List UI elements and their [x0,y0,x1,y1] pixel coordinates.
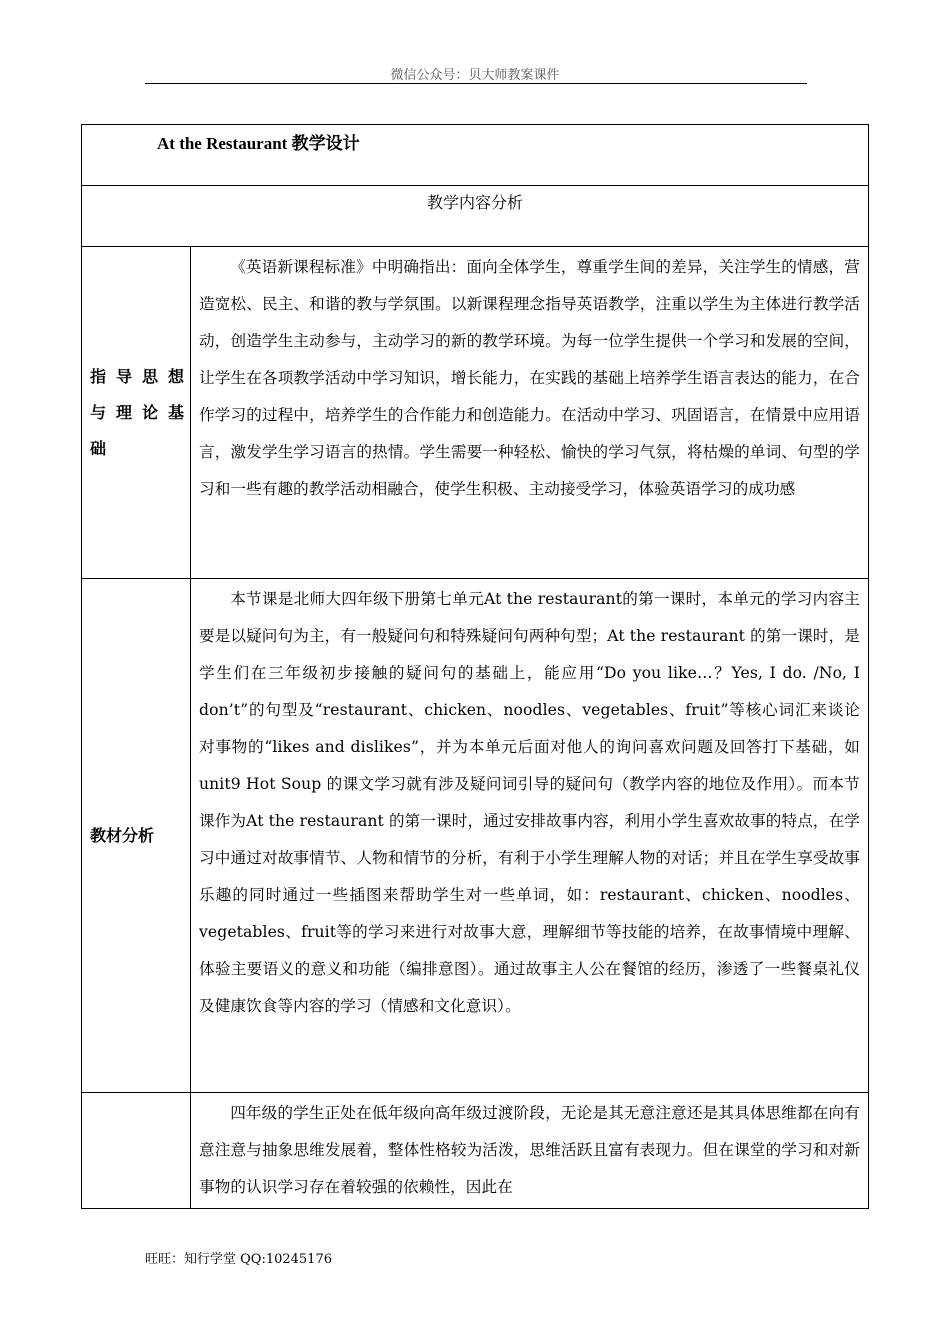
table-row [82,247,869,579]
title-cell [82,125,869,186]
row-label-cell [82,1093,191,1209]
row-label-cell [82,579,191,1093]
row-content-cell [191,247,869,579]
page-header: 微信公众号：贝大师教案课件 [390,68,560,83]
lesson-plan-table [81,124,869,1209]
section-heading-cell [82,186,869,247]
row-label: 教材分析 [90,825,155,845]
row-content: 本节课是北师大四年级下册第七单元At the restaurant的第一课时，本单元的学习内容主要是以疑问句为主，有一般疑问句和特殊疑问句两种句型；At the restaurant 的第一课时，是学生们在三年级初步接触的疑问句的基础上，能应用“Do you like…？Yes, I do. /No, I don’t”的句型及“restaurant、chicken、noodles、vegetables、fruit”等核心词汇来谈论对事物的“likes and dislikes”，并为本单元后面对他人的询问喜欢问题及回答打下基础，如unit9 Hot Soup 的课文学习就有涉及疑问词引导的疑问句（教学内容的地位及作用）。而本节课作为At the restaurant 的第一课时，通过安排故事内容，利用小学生喜欢故事的特点，在学习中通过对故事情节、人物和情节的分析，有利于小学生理解人物的对话；并且在学生享受故事乐趣的同时通过一些插图来帮助学生对一些单词，如：restaurant、chicken、noodles、vegetables、fruit等的学习来进行对故事大意，理解细节等技能的培养，在故事情境中理解、体验主要语义的意义和功能（编排意图）。通过故事主人公在餐馆的经历，渗透了一些餐桌礼仪及健康饮食等内容的学习（情感和文化意识）。 [199,590,860,1015]
table-row [82,1093,869,1209]
row-label-cell [82,247,191,579]
section-heading: 教学内容分析 [426,193,523,212]
document-title: At the Restaurant 教学设计 [157,134,360,153]
row-content-cell [191,1093,869,1209]
table-row [82,579,869,1093]
row-content: 四年级的学生正处在低年级向高年级过渡阶段，无论是其无意注意还是其具体思维都在向有意注意与抽象思维发展着，整体性格较为活泼，思维活跃且富有表现力。但在课堂的学习和对新事物的认识学习存在着较强的依赖性，因此在 [199,1104,860,1196]
row-content: 《英语新课程标准》中明确指出：面向全体学生，尊重学生间的差异，关注学生的情感，营造宽松、民主、和谐的教与学氛围。以新课程理念指导英语教学，注重以学生为主体进行教学活动，创造学生主动参与，主动学习的新的教学环境。为每一位学生提供一个学习和发展的空间，让学生在各项教学活动中学习知识，增长能力，在实践的基础上培养学生语言表达的能力，在合作学习的过程中，培养学生的合作能力和创造能力。在活动中学习、巩固语言，在情景中应用语言，激发学生学习语言的热情。学生需要一种轻松、愉快的学习气氛，将枯燥的单词、句型的学习和一些有趣的教学活动相融合，使学生积极、主动接受学习，体验英语学习的成功感 [199,258,860,498]
page-footer: 旺旺：知行学堂 QQ:10245176 [145,1252,332,1267]
header-divider [145,83,807,84]
row-label-line: 础 [90,438,107,458]
row-content-cell [191,579,869,1093]
section-heading-row [82,186,869,247]
row-label-line: 指 导 思 想 [90,366,184,386]
row-label-line: 与 理 论 基 [90,402,184,422]
title-row [82,125,869,186]
